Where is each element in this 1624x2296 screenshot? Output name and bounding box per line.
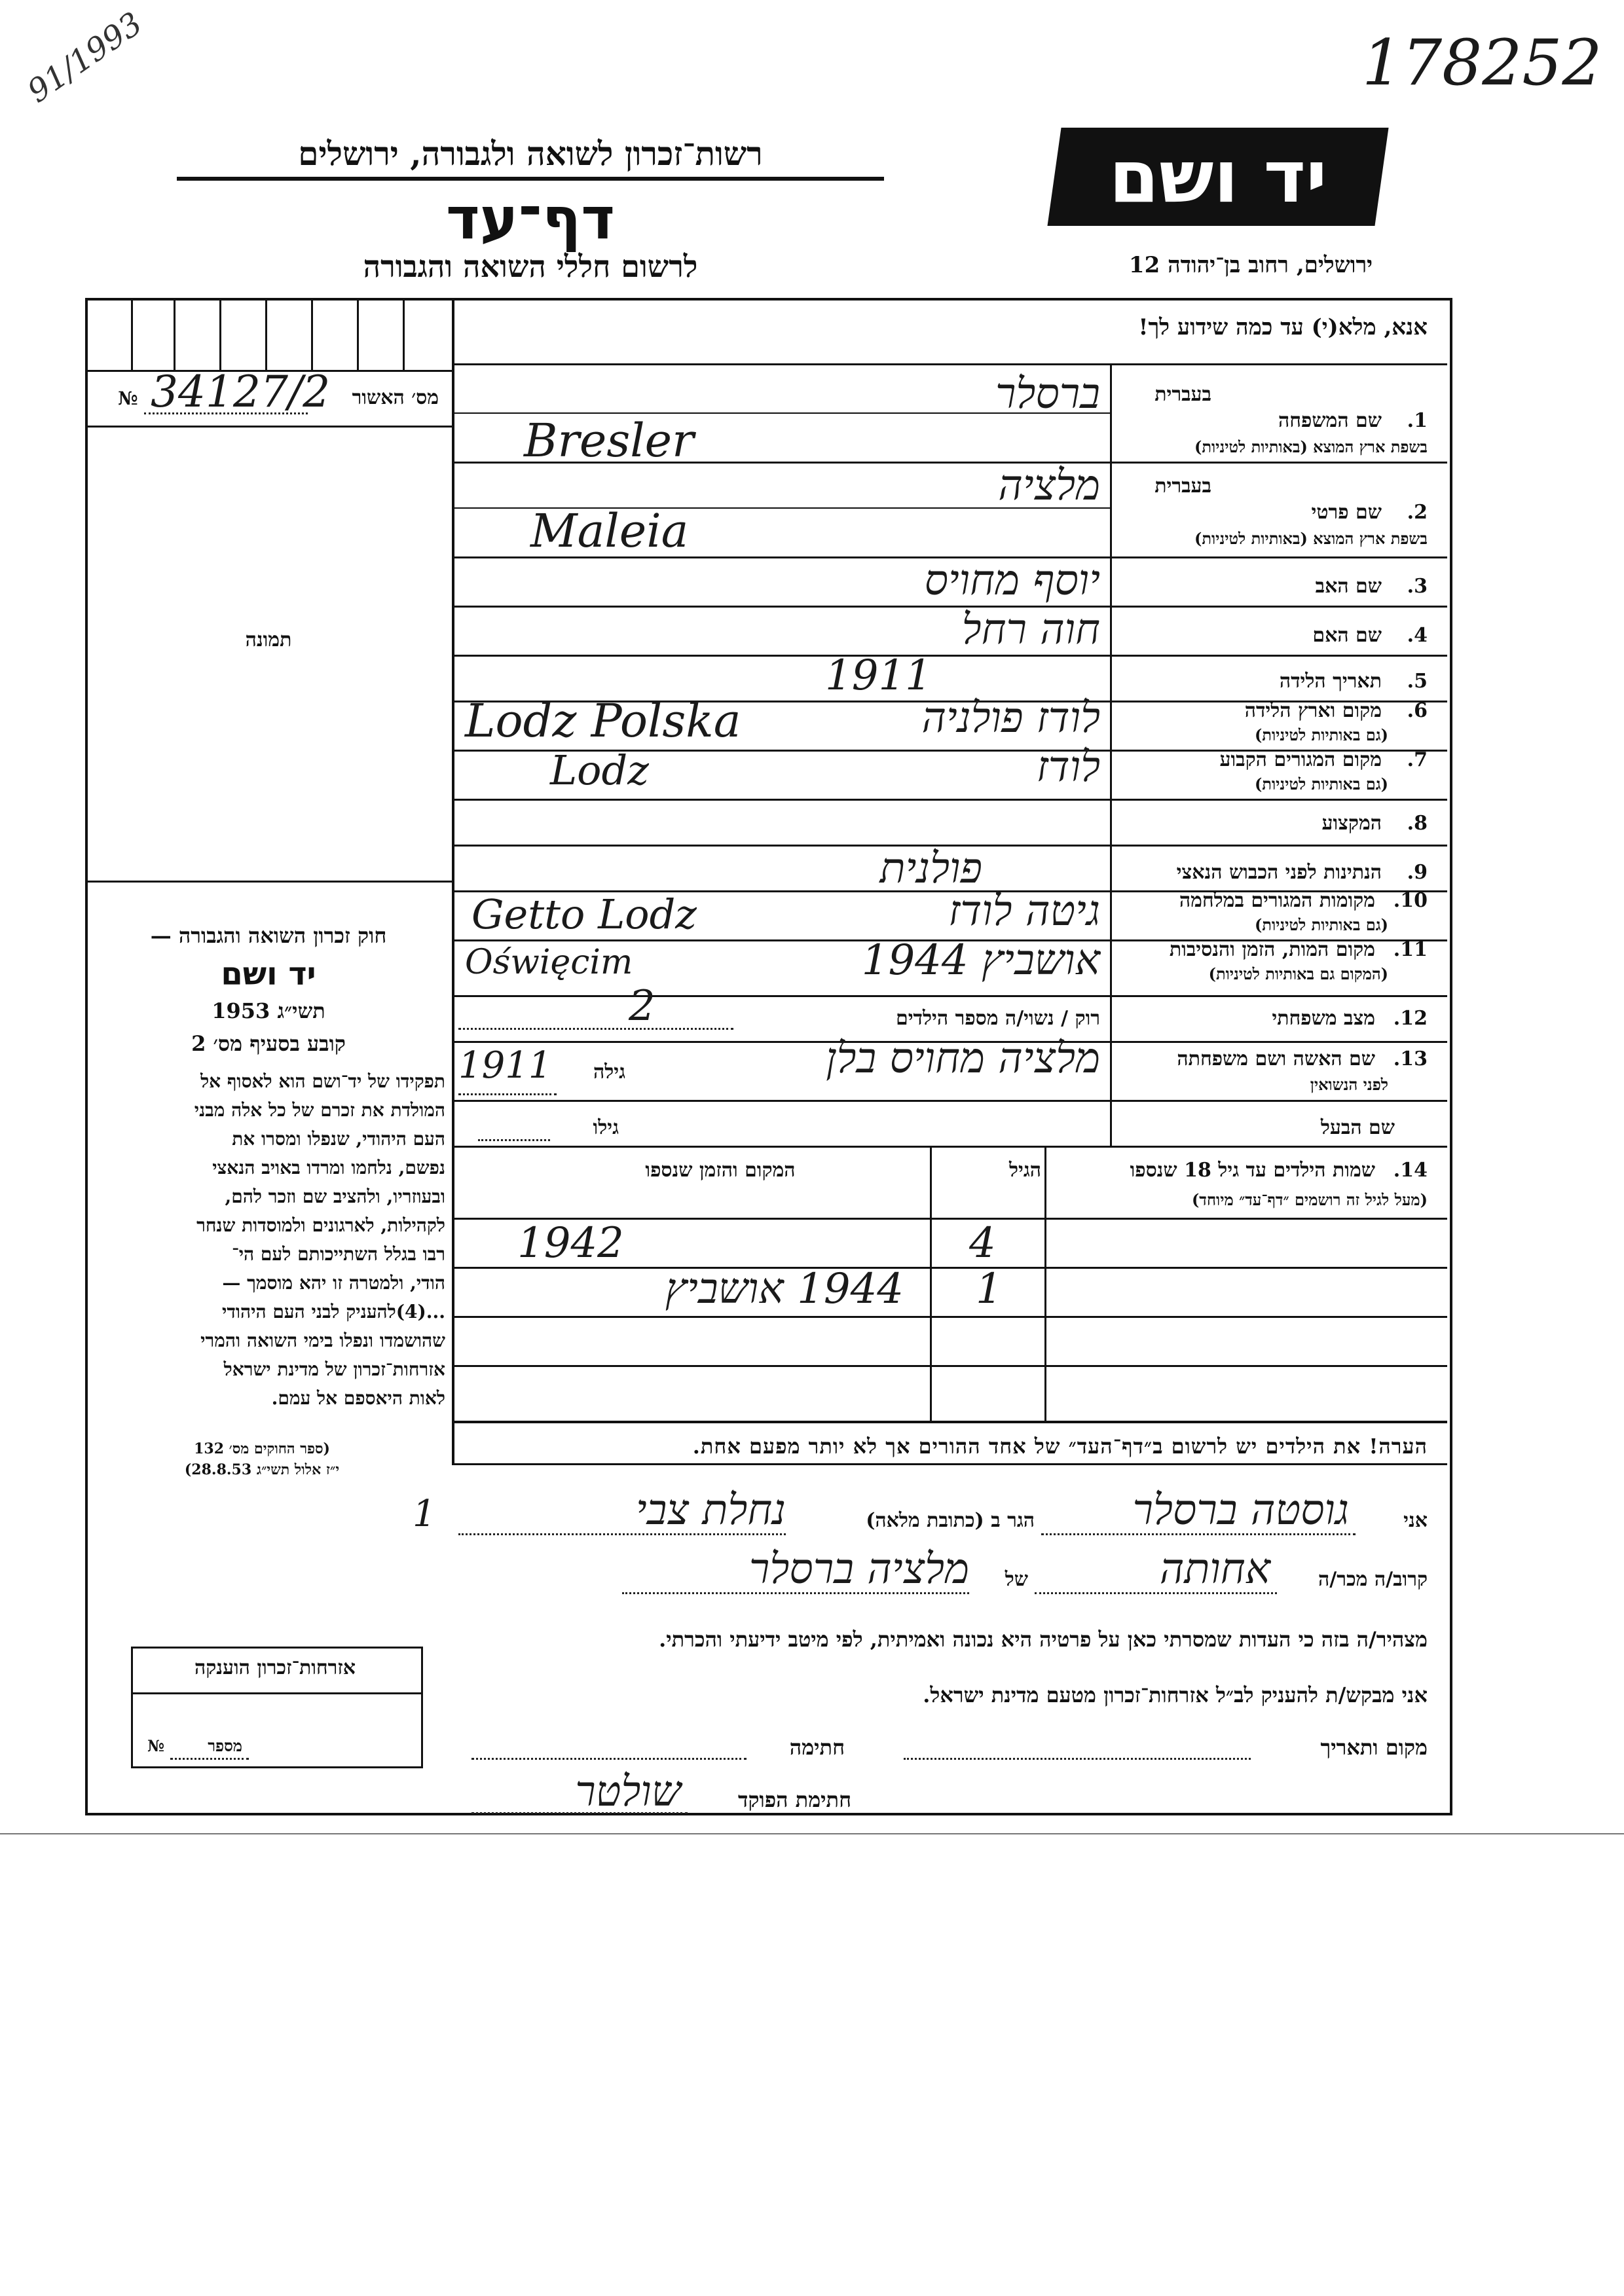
children-col-divider xyxy=(1044,1146,1046,1421)
law-line: ובעוזריו, ולהציב שם וזכר להם, xyxy=(225,1186,445,1207)
field-label-11: מקום המות, הזמן והנסיבות xyxy=(1169,938,1375,961)
tick-divider xyxy=(174,298,175,370)
instruction: אנא, מלא(י) עד כמה שידוע לך! xyxy=(1138,314,1428,340)
wife-age-line xyxy=(458,1093,557,1095)
row-line xyxy=(452,1100,1447,1102)
law-line: אזרחות־זכרון של מדינת ישראל xyxy=(223,1358,445,1380)
field-label-7: מקום המגורים הקבוע xyxy=(1219,748,1382,771)
field-sub-2: בשפת ארץ המוצא (באותיות לטיניות) xyxy=(1194,529,1428,548)
children-row-line xyxy=(452,1316,1447,1318)
field-num-12: 12. xyxy=(1393,1007,1428,1030)
address: ירושלים, רחוב בן־יהודה 12 xyxy=(1128,252,1373,278)
signature-label: חתימה xyxy=(789,1735,845,1760)
husband-label: שם הבעל xyxy=(1320,1116,1395,1139)
declaration-i-value: גוסטה ברסלר xyxy=(1132,1486,1349,1535)
declaration-i-line xyxy=(1041,1533,1356,1535)
husband-age-line xyxy=(478,1139,550,1141)
field-value-7-hebrew: לודז xyxy=(1036,743,1100,792)
children-count-line xyxy=(458,1028,733,1030)
citizenship-title: אזרחות־זכרון הוענקה xyxy=(194,1656,356,1679)
law-section: קובע בסעיף מס׳ 2 xyxy=(191,1031,346,1056)
field-value-1-latin: Bresler xyxy=(524,414,694,467)
field-num-7: 7. xyxy=(1407,748,1428,771)
field-num-5: 5. xyxy=(1407,670,1428,693)
law-line: לאות היאספם אל עמם. xyxy=(271,1387,445,1409)
law-name: יד ושם xyxy=(221,956,316,993)
field-sub-6: (גם באותיות לטיניות) xyxy=(1254,725,1388,744)
declaration-relative-value: אחותה xyxy=(1159,1545,1270,1594)
declaration-statement: מצהיר/ה בזה כי העדות שמסרתי כאן על פרטיה היא נכונה ואמיתית, לפי מיטב ידיעתי והכרתי. xyxy=(659,1627,1428,1652)
law-line: הודי, ולמטרה זו יהא מוסמך — xyxy=(222,1272,445,1294)
declaration-residing-label: הגר ב (כתובת מלאה) xyxy=(866,1509,1035,1532)
wife-age-label: גילה xyxy=(593,1061,625,1084)
field-value-2-hebrew: מלציה xyxy=(998,462,1100,510)
declaration-of-value: מלציה ברסלר xyxy=(748,1545,969,1594)
approval-no-sign: № xyxy=(118,388,138,409)
form-subtitle: לרשום חללי השואה והגבורה xyxy=(363,249,698,284)
field-label-6: מקום וארץ הלידה xyxy=(1244,699,1382,722)
field-label-4: שם האם xyxy=(1312,624,1382,647)
law-line: נפשם, נלחמו ומרדו באויב הנאצי xyxy=(212,1157,445,1178)
field-sub-11: (המקום גם באותיות לטיניות) xyxy=(1208,964,1388,983)
place-date-label: מקום ותאריך xyxy=(1320,1735,1428,1760)
field-num-3: 3. xyxy=(1407,575,1428,598)
children-label: שמות הילדים עד גיל 18 שנספו xyxy=(1130,1159,1375,1182)
children-col-place: המקום והזמן שנספו xyxy=(645,1159,796,1182)
signature-line xyxy=(471,1758,747,1760)
field-value-3: יוסף מחויס xyxy=(924,556,1100,605)
children-col-age: הגיל xyxy=(1008,1159,1041,1182)
tick-divider xyxy=(357,298,359,370)
field-value-10-hebrew: גיטה לודז xyxy=(948,887,1100,936)
field-value-12: 2 xyxy=(629,982,655,1030)
law-text xyxy=(98,1067,445,1413)
field-sub-13: לפני הנשואין xyxy=(1310,1075,1388,1094)
field-num-8: 8. xyxy=(1407,812,1428,835)
photo-label: תמונה xyxy=(245,629,292,651)
field-value-11-latin: Oświęcim xyxy=(465,943,633,982)
marital-status-options: רוק / נשוי/ה מספר הילדים xyxy=(895,1007,1100,1030)
field-value-6-latin: Lodz Polska xyxy=(465,694,741,748)
law-year: תשי״ג 1953 xyxy=(212,998,325,1023)
approval-line xyxy=(144,412,308,414)
declaration-residing-line xyxy=(458,1533,786,1535)
field-num-9: 9. xyxy=(1407,861,1428,884)
citizenship-no-sign: № xyxy=(147,1736,165,1755)
row-line xyxy=(452,799,1447,801)
field-value-13: מלציה מחויס בלן xyxy=(826,1034,1100,1083)
field-value-11-hebrew: אושביץ 1944 xyxy=(861,936,1100,985)
child-place: 1944 אושביץ xyxy=(665,1265,904,1313)
place-date-line xyxy=(904,1758,1251,1760)
field-label-1: שם המשפחה xyxy=(1278,409,1382,432)
field-value-4: חוה רחל xyxy=(961,606,1100,654)
photo-bottom xyxy=(85,881,452,883)
hebrew-tag-1: בעברית xyxy=(1154,383,1211,406)
field-value-7-latin: Lodz xyxy=(550,746,649,794)
law-line: המולדת את זכרם של כל אלה מבני xyxy=(194,1099,445,1121)
field-value-5: 1911 xyxy=(825,651,932,700)
field-value-6-hebrew: לודז פולניה xyxy=(921,694,1100,742)
field-label-2: שם פרטי xyxy=(1311,501,1382,524)
field-sub-10: (גם באותיות לטיניות) xyxy=(1254,915,1388,934)
header-rule xyxy=(177,177,884,181)
husband-age-label: גילו xyxy=(593,1116,619,1139)
wife-age-value: 1911 xyxy=(458,1044,552,1087)
approval-value: 34127/2 xyxy=(151,367,331,417)
declaration-relative-line xyxy=(1035,1592,1277,1594)
field-label-8: המקצוע xyxy=(1321,812,1382,835)
field-label-5: תאריך הלידה xyxy=(1279,670,1382,693)
row-line xyxy=(452,655,1447,657)
tick-divider xyxy=(311,298,313,370)
law-line: העם היהודי, שנפלו ומסרו את xyxy=(232,1128,445,1150)
citizenship-line xyxy=(170,1758,249,1760)
declaration-trailing-mark: 1 xyxy=(413,1493,436,1535)
child-age: 1 xyxy=(976,1265,1003,1313)
field-sub-1: בשפת ארץ המוצא (באותיות לטיניות) xyxy=(1194,437,1428,456)
field-label-9: הנתינות לפני הכבוש הנאצי xyxy=(1176,861,1382,884)
authority-name: רשות־זכרון לשואה ולגבורה, ירושלים xyxy=(298,134,763,173)
children-row-line xyxy=(452,1365,1447,1367)
field-num-1: 1. xyxy=(1407,409,1428,432)
field-num-10: 10. xyxy=(1393,889,1428,912)
tick-divider xyxy=(219,298,221,370)
field-value-9: פולנית xyxy=(879,845,982,893)
photo-top xyxy=(85,426,452,428)
row-line xyxy=(452,995,1447,997)
officer-value: שולטר xyxy=(575,1768,681,1816)
children-table-bottom xyxy=(452,1421,1447,1423)
law-line: לקהילות, לארגונים ולמוסדות שנחר xyxy=(196,1214,445,1236)
field-num-4: 4. xyxy=(1407,624,1428,647)
field-value-2-latin: Maleia xyxy=(530,504,689,558)
field-num-2: 2. xyxy=(1407,501,1428,524)
children-sub: (מעל לגיל זה רושמים ״דף־עד״ מיוחד) xyxy=(1191,1190,1428,1209)
children-col-divider xyxy=(930,1146,932,1421)
field-label-3: שם האב xyxy=(1315,575,1382,598)
hebrew-tag-2: בעברית xyxy=(1154,475,1211,498)
declaration-request: אני מבקש/ת להעניק לב״ל אזרחות־זכרון מטעם מדינת ישראל. xyxy=(923,1683,1428,1707)
citizenship-rule xyxy=(131,1692,423,1694)
sidebar-divider xyxy=(452,298,454,1463)
approval-label: מס׳ האשור xyxy=(352,386,439,409)
label-divider xyxy=(1110,363,1112,1146)
law-line: תפקידו של יד־ושם הוא לאסוף אל xyxy=(200,1070,445,1092)
officer-line xyxy=(471,1812,688,1814)
law-line: שהושמדו ונפלו בימי השואה והמרי xyxy=(200,1330,445,1351)
field-value-1-hebrew: ברסלר xyxy=(995,370,1100,418)
note: הערה! את הילדים יש לרשום ב״דף־העד״ של אחד ההורים אך לא יותר מפעם אחת. xyxy=(692,1434,1428,1459)
note-rule xyxy=(452,1463,1447,1465)
corner-note: 91/1993 xyxy=(20,5,149,111)
law-line: ...(4)להעניק לבני העם היהודי xyxy=(222,1301,445,1322)
corner-number: 178252 xyxy=(1362,26,1602,100)
tick-divider xyxy=(403,298,405,370)
field-label-13: שם האשה ושם משפחתה xyxy=(1177,1048,1375,1070)
declaration-relative-label: קרוב/ה מכר/ה xyxy=(1318,1568,1428,1591)
law-heading: חוק זכרון השואה והגבורה — xyxy=(150,923,387,948)
instruction-rule xyxy=(452,363,1447,365)
law-ref-2: י״ז אלול תשי״ג 28.8.53) xyxy=(184,1461,340,1478)
child-place: 1942 xyxy=(517,1219,624,1267)
officer-label: חתימת הפוקד xyxy=(738,1787,851,1812)
law-line: רבו בגלל השתייכותם לעם הי־ xyxy=(231,1243,445,1265)
form-title: דף־עד xyxy=(446,185,615,252)
logo-text: יד ושם xyxy=(1109,135,1327,219)
tick-divider xyxy=(131,298,133,370)
declaration-residing-value: נחלת צבי xyxy=(635,1486,786,1535)
child-age: 4 xyxy=(969,1219,996,1267)
field-sub-7: (גם באותיות לטיניות) xyxy=(1254,774,1388,793)
scan-edge-line xyxy=(0,1833,1624,1834)
field-num-11: 11. xyxy=(1393,938,1428,961)
law-ref-1: (ספר החוקים מס׳ 132 xyxy=(194,1440,330,1457)
field-num-14: 14. xyxy=(1393,1159,1428,1182)
row-line xyxy=(452,1146,1447,1148)
declaration-of-line xyxy=(622,1592,969,1594)
field-value-10-latin: Getto Lodz xyxy=(471,890,697,938)
citizenship-number-label: מספר xyxy=(208,1736,242,1755)
field-label-10: מקומות המגורים במלחמה xyxy=(1179,889,1375,912)
declaration-of-label: של xyxy=(1005,1568,1028,1591)
field-label-12: מצב משפחתי xyxy=(1272,1007,1375,1030)
field-num-13: 13. xyxy=(1393,1048,1428,1070)
field-num-6: 6. xyxy=(1407,699,1428,722)
tick-divider xyxy=(265,298,267,370)
declaration-i-label: אני xyxy=(1403,1509,1428,1532)
